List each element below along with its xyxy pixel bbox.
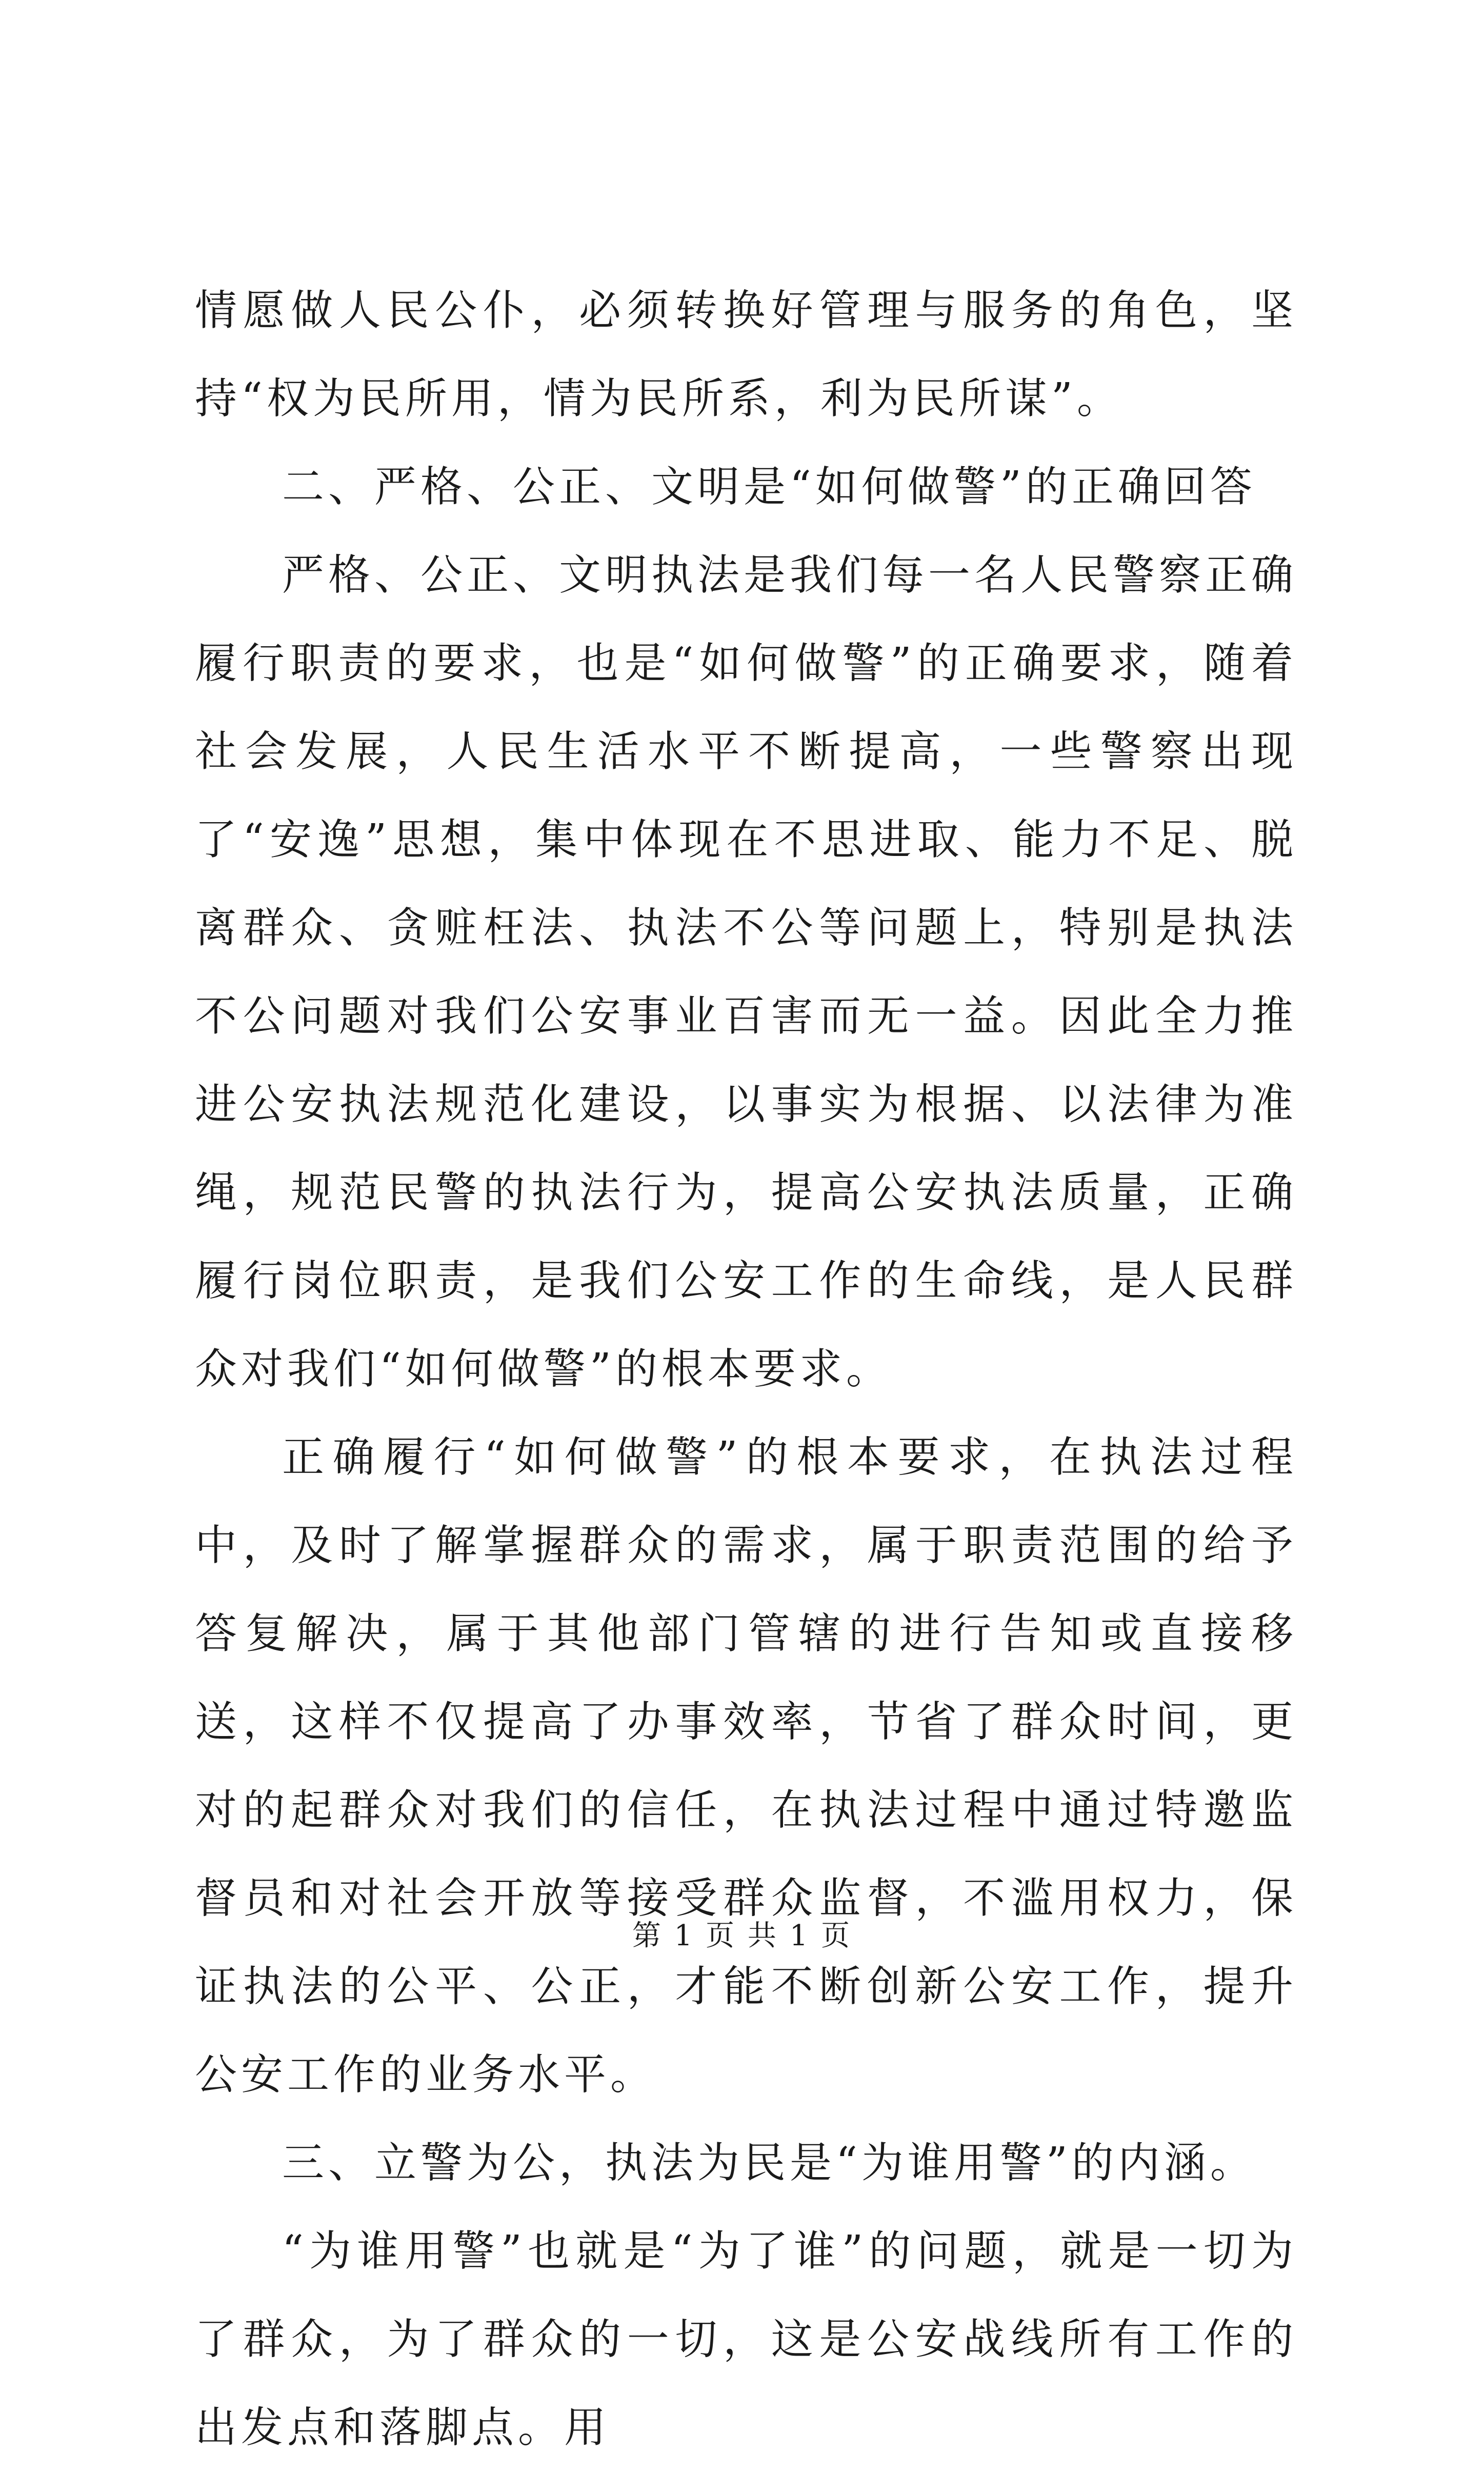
section-heading-2: 二、严格、公正、文明是“如何做警”的正确回答 (282, 463, 1256, 511)
document-body (195, 267, 1297, 2472)
paragraph-6: “为谁用警”也就是“为了谁”的问题，就是一切为了群众，为了群众的一切，这是公安战线所有工作的出发点和落脚点。用 (195, 2227, 1297, 2452)
section-heading-3: 三、立警为公，执法为民是“为谁用警”的内涵。 (282, 2139, 1256, 2187)
paragraph-4: 正确履行“如何做警”的根本要求，在执法过程中，及时了解掌握群众的需求，属于职责范围的给予答复解决，属于其他部门管辖的进行告知或直接移送，这样不仅提高了办事效率，节省了群众时间，更对的起群众对我们的信任，在执法过程中通过特邀监督员和对社会开放等接受群众监督，不滥用权力，保证执法的公平、公正，才能不断创新公安工作，提升公安工作的业务水平。 (195, 1433, 1297, 2099)
paragraph-1: 情愿做人民公仆，必须转换好管理与服务的角色，坚持“权为民所用，情为民所系，利为民所谋”。 (195, 286, 1297, 423)
page-footer: 第 1 页 共 1 页 (632, 1919, 852, 1952)
paragraph-3: 严格、公正、文明执法是我们每一名人民警察正确履行职责的要求，也是“如何做警”的正确要求，随着社会发展，人民生活水平不断提高，一些警察出现了“安逸”思想，集中体现在不思进取、能力不足、脱离群众、贪赃枉法、执法不公等问题上，特别是执法不公问题对我们公安事业百害而无一益。因此全力推进公安执法规范化建设，以事实为根据、以法律为准绳，规范民警的执法行为，提高公安执法质量，正确履行岗位职责，是我们公安工作的生命线，是人民群众对我们“如何做警”的根本要求。 (195, 551, 1298, 1393)
